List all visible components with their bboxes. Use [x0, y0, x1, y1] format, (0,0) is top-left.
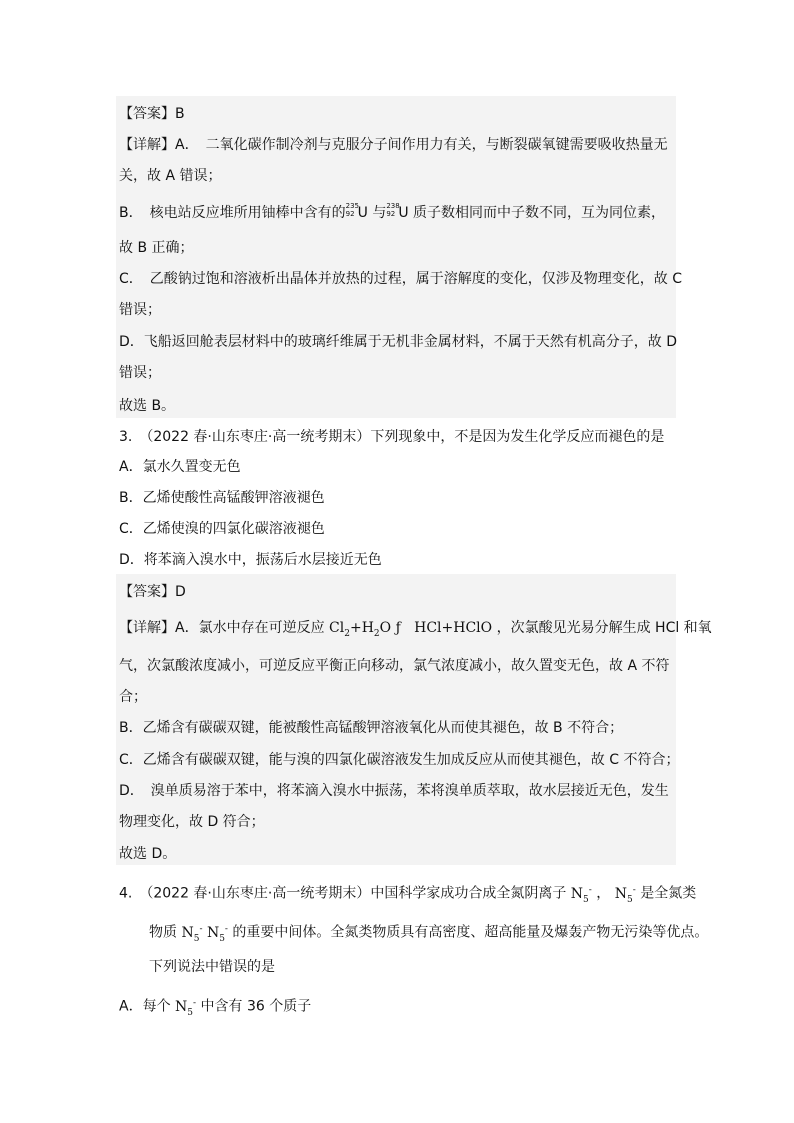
ion-n5-5: $N_5^-$	[175, 998, 197, 1018]
detail-b-post: 质子数相同而中子数不同，互为同位素，	[413, 205, 666, 221]
detail-d-cont: 错误；	[119, 365, 161, 381]
isotope-symbol-2: U	[398, 205, 409, 221]
detail-d: D．飞船返回舱表层材料中的玻璃纤维属于无机非金属材料，不属于天然有机高分子，故 D	[119, 334, 678, 350]
q4-option-a-pre: A．每个	[119, 998, 171, 1015]
q4-stem-post: 是全氮类	[640, 885, 697, 902]
q4-line2-pre: 物质	[149, 924, 177, 941]
isotope-u235: 235 92	[345, 202, 359, 218]
detail-3c: C．乙烯含有碳碳双键，能与溴的四氯化碳溶液发生加成反应从而使其褪色，故 C 不符合；	[119, 752, 680, 768]
detail-3a-cont: 气，次氯酸浓度减小，可逆反应平衡正向移动，氯气浓度减小，故久置变无色，故 A 不符	[119, 658, 670, 674]
detail-a-cont: 关，故 A 错误；	[119, 168, 222, 184]
option-c: C．乙烯使溴的四氯化碳溶液褪色	[119, 521, 325, 537]
detail-3a-pre: 【详解】A．氯水中存在可逆反应	[119, 620, 325, 636]
ion-n5-4: $N_5^-$	[206, 924, 228, 944]
detail-3a	[119, 618, 712, 644]
conclusion: 故选 B。	[119, 398, 176, 414]
detail-b-cont: 故 B 正确；	[119, 240, 194, 256]
detail-3b: B．乙烯含有碳碳双键，能被酸性高锰酸钾溶液氧化从而使其褪色，故 B 不符合；	[119, 720, 624, 736]
detail-b	[119, 203, 665, 223]
q4-option-a	[119, 993, 311, 1022]
detail-3a-post: ，次氯酸见光易分解生成 HCl 和氧	[496, 620, 712, 636]
question-4-line-3: 下列说法中错误的是	[149, 959, 275, 975]
q4-stem-mid: ，	[596, 885, 611, 902]
detail-c-cont: 错误；	[119, 302, 161, 318]
detail-3a-cont-2: 合；	[119, 689, 147, 705]
ion-n5-3: $N_5^-$	[181, 924, 203, 944]
option-a: A．氯水久置变无色	[119, 459, 241, 475]
detail-b-mid: 与	[372, 205, 387, 221]
q4-stem-pre: 4. （2022 春·山东枣庄·高一统考期末）中国科学家成功合成全氮阴离子	[119, 885, 567, 902]
equation: $Cl_2+H_2O$ ƒ HCl+HClO	[329, 620, 493, 639]
question-4-stem	[119, 880, 696, 909]
question-4-line-2	[149, 919, 708, 948]
q4-line2-post: 的重要中间体。全氮类物质具有高密度、超高能量及爆轰产物无污染等优点。	[232, 924, 709, 941]
question-3-stem: 3. （2022 春·山东枣庄·高一统考期末）下列现象中，不是因为发生化学反应而褪色的是	[119, 429, 665, 445]
option-d: D．将苯滴入溴水中，振荡后水层接近无色	[119, 552, 382, 568]
isotope-symbol: U	[357, 205, 368, 221]
detail-b-pre: B． 核电站反应堆所用铀棒中含有的	[119, 205, 346, 221]
option-b: B．乙烯使酸性高锰酸钾溶液褪色	[119, 490, 325, 506]
detail-a: 【详解】A． 二氧化碳作制冷剂与克服分子间作用力有关，与断裂碳氧键需要吸收热量无	[119, 137, 668, 153]
conclusion-3: 故选 D。	[119, 846, 177, 862]
q4-option-a-post: 中含有 36 个质子	[200, 998, 312, 1015]
isotope-u238: 238 92	[386, 202, 400, 218]
detail-3d: D． 溴单质易溶于苯中，将苯滴入溴水中振荡，苯将溴单质萃取，故水层接近无色，发生	[119, 783, 669, 799]
answer-line: 【答案】B	[119, 106, 185, 122]
ion-n5: $N_5^-$	[570, 885, 592, 905]
answer-line-3: 【答案】D	[119, 584, 186, 600]
detail-3d-cont: 物理变化，故 D 符合；	[119, 814, 265, 830]
ion-n5-2: $N_5^-$	[614, 885, 636, 905]
detail-c: C． 乙酸钠过饱和溶液析出晶体并放热的过程，属于溶解度的变化，仅涉及物理变化，故 C	[119, 271, 682, 287]
